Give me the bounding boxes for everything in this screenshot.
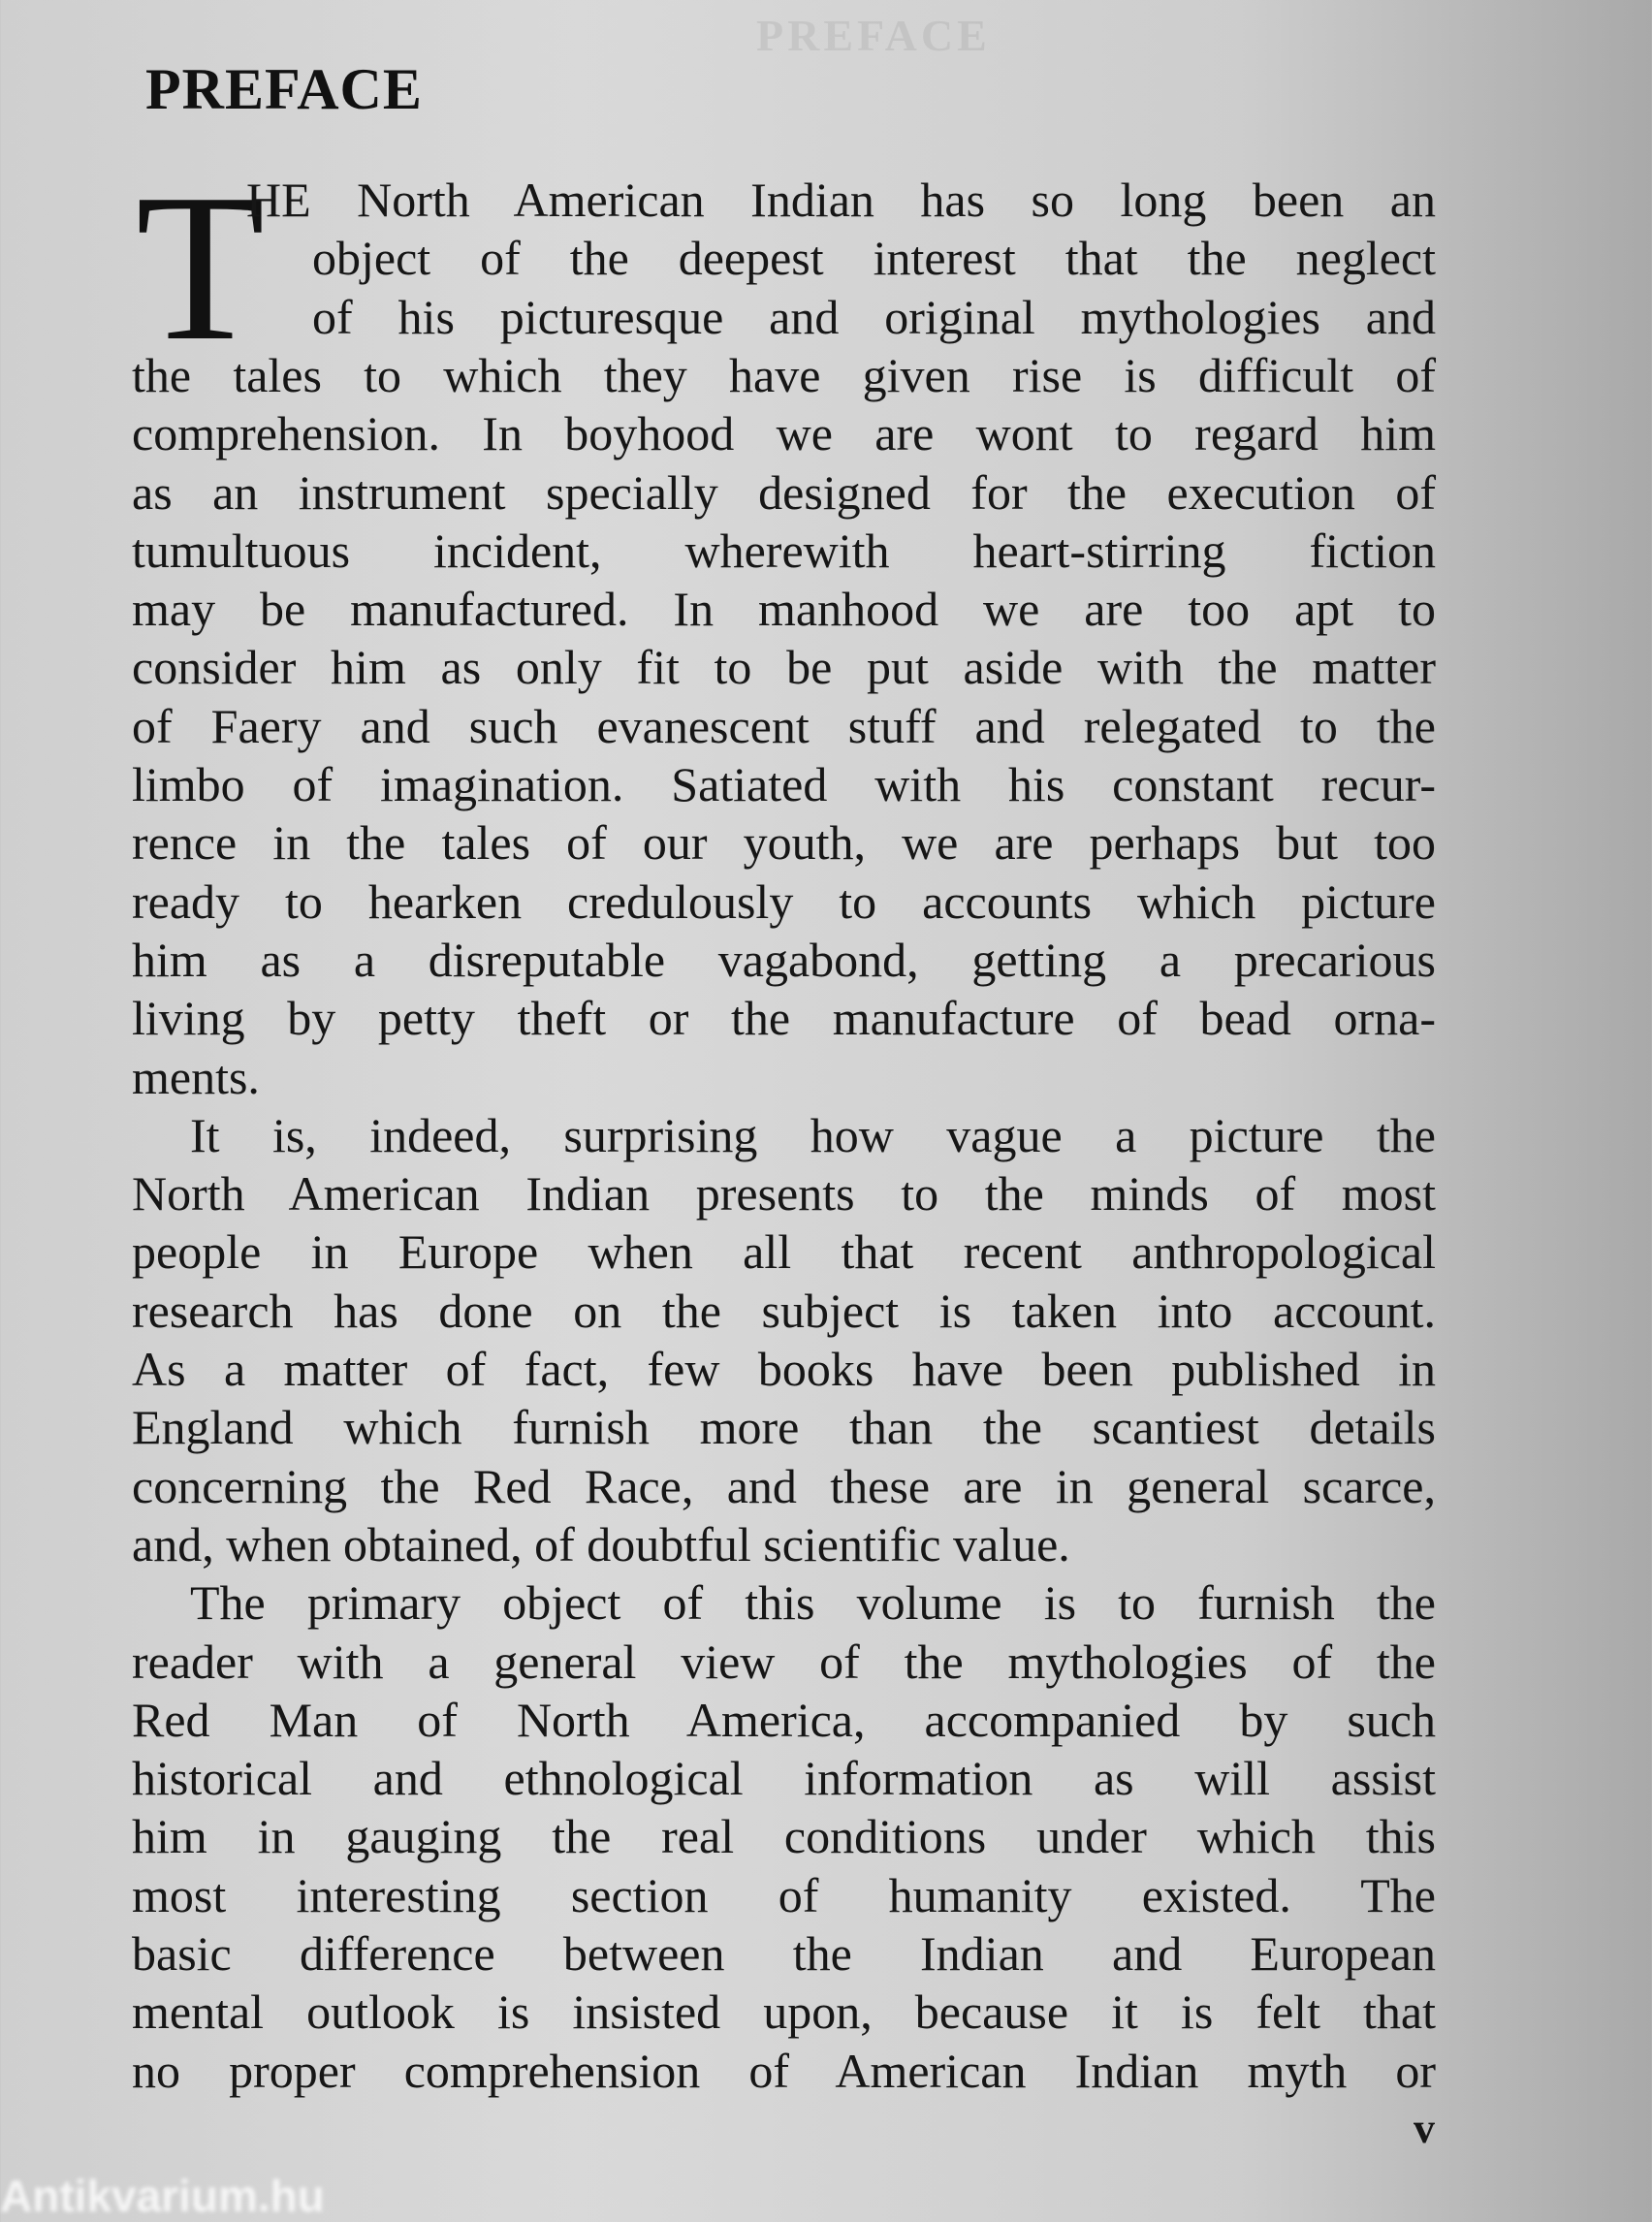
text-line: Red Man of North America, accompanied by such bbox=[132, 1692, 1436, 1747]
text-line: As a matter of fact, few books have been published in bbox=[132, 1342, 1436, 1396]
text-line: It is, indeed, surprising how vague a picture the bbox=[190, 1107, 1436, 1162]
text-line: of his picturesque and original mythologies and bbox=[312, 289, 1436, 344]
text-line: as an instrument specially designed for the execution of bbox=[132, 464, 1436, 520]
text-line: consider him as only fit to be put aside with the matter bbox=[132, 640, 1436, 695]
text-line: of Faery and such evanescent stuff and relegated to the bbox=[132, 698, 1436, 753]
text-line: most interesting section of humanity existed. The bbox=[132, 1867, 1436, 1922]
text-line: HE North American Indian has so long been an bbox=[246, 173, 1436, 227]
text-line: basic difference between the Indian and European bbox=[132, 1926, 1436, 1981]
text-line: rence in the tales of our youth, we are perhaps but too bbox=[132, 815, 1436, 871]
text-line: comprehension. In boyhood we are wont to regard him bbox=[132, 406, 1436, 461]
text-line: ready to hearken credulously to accounts which picture bbox=[132, 873, 1436, 929]
bleed-through-heading: PREFACE bbox=[756, 11, 991, 60]
text-line: and, when obtained, of doubtful scientific value. bbox=[132, 1516, 1070, 1571]
text-line: reader with a general view of the mythologies of the bbox=[132, 1634, 1436, 1689]
text-line: North American Indian presents to the minds of most bbox=[132, 1166, 1436, 1222]
text-line: ments. bbox=[132, 1049, 260, 1104]
text-line: The primary object of this volume is to furnish the bbox=[190, 1575, 1436, 1631]
page-title: PREFACE bbox=[145, 57, 423, 121]
text-line: tumultuous incident, wherewith heart-stirring fiction bbox=[132, 523, 1436, 578]
text-line: research has done on the subject is taken into account. bbox=[132, 1283, 1436, 1338]
text-line: him as a disreputable vagabond, getting a precarious bbox=[132, 932, 1436, 987]
text-line: object of the deepest interest that the neglect bbox=[312, 231, 1436, 286]
text-line: may be manufactured. In manhood we are too apt to bbox=[132, 582, 1436, 637]
text-line: concerning the Red Race, and these are in general scarce, bbox=[132, 1458, 1436, 1513]
text-line: England which furnish more than the scantiest details bbox=[132, 1400, 1436, 1455]
text-line: him in gauging the real conditions under which this bbox=[132, 1809, 1436, 1864]
text-line: the tales to which they have given rise is difficult of bbox=[132, 347, 1436, 402]
drop-cap: T bbox=[136, 151, 266, 385]
text-line: mental outlook is insisted upon, because it is felt that bbox=[132, 1984, 1436, 2040]
text-line: limbo of imagination. Satiated with his constant recur- bbox=[132, 757, 1436, 811]
text-line: historical and ethnological information as will assist bbox=[132, 1751, 1436, 1806]
page-number: v bbox=[1414, 2105, 1435, 2152]
text-line: living by petty theft or the manufacture of bead orna- bbox=[132, 991, 1436, 1046]
text-line: no proper comprehension of American Indian myth or bbox=[132, 2043, 1436, 2098]
text-line: people in Europe when all that recent anthropological bbox=[132, 1224, 1436, 1280]
watermark: Antikvarium.hu bbox=[0, 2171, 325, 2221]
